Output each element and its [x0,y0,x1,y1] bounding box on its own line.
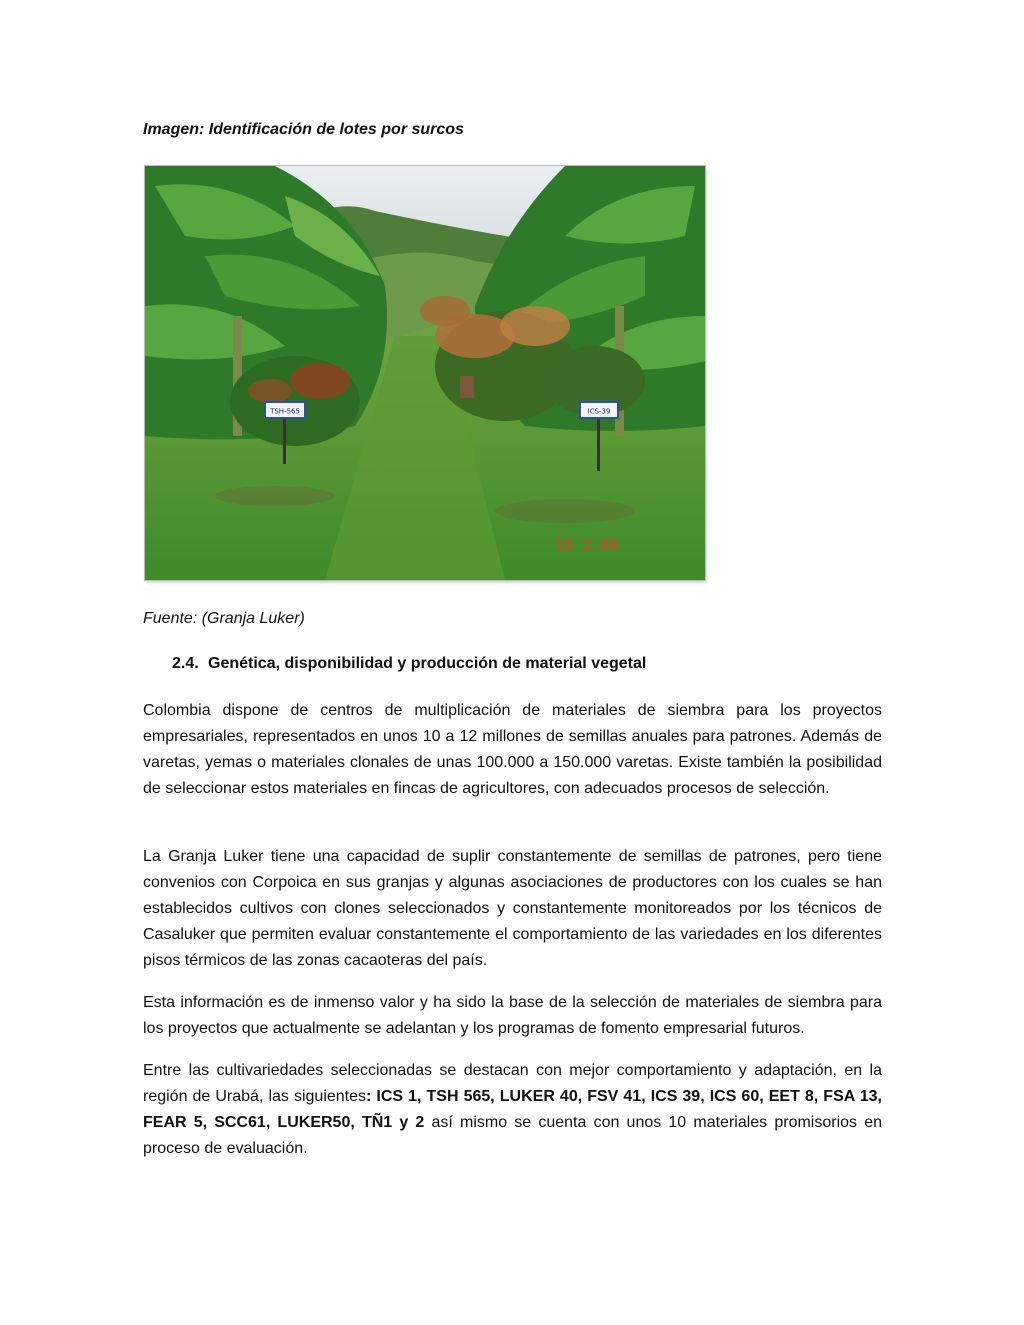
paragraph-2: La Granja Luker tiene una capacidad de suplir constantemente de semillas de patrones, pero tiene convenios con Corpoica en sus granjas y algunas asociaciones de productores con los cuales se han establecidos cultivos con clones seleccionados y constantemente monitoreados por los técnicos de Casaluker que permiten evaluar constantemente el comportamiento de las variedades en los diferentes pisos térmicos de las zonas cacaoteras del país. [143,848,882,969]
section-title: Genética, disponibilidad y producción de material vegetal [208,655,647,672]
paragraph-1: Colombia dispone de centros de multiplicación de materiales de siembra para los proyectos empresariales, representados en unos 10 a 12 millones de semillas anuales para patrones. Además de varetas, yemas o materiales clonales de unas 100.000 a 150.000 varetas. Existe también la posibilidad de seleccionar estos materiales en fincas de agricultores, con adecuados procesos de selección. [143,702,882,797]
cultivar-list: : ICS 1, TSH 565, LUKER 40, FSV 41, ICS 39, ICS 60, EET 8, FSA 13, FEAR 5, SCC61, LUKER50, TÑ1 y 2 [143,1088,882,1131]
paragraph-4-end: así mismo se cuenta con unos 10 materiales promisorios en proceso de evaluación. [143,1114,883,1157]
section-number: 2.4. [172,655,199,672]
paragraph-4 [143,1058,882,1162]
sign-right-label: ICS-39 [587,407,611,416]
paragraph-4-start: Entre las cultivariedades seleccionadas se destacan con mejor comportamiento y adaptación, en la región de Urabá, las siguientes [143,1062,882,1105]
paragraph-3: Esta información es de inmenso valor y ha sido la base de la selección de materiales de siembra para los proyectos que actualmente se adelantan y los programas de fomento empresarial futuros. [143,994,882,1037]
section-heading [172,655,646,673]
cacao-plantation-photo [145,166,705,580]
image-source: Fuente: (Granja Luker) [143,610,305,627]
sign-left-label: TSH-565 [270,407,300,416]
image-caption: Imagen: Identificación de lotes por surcos [143,121,464,138]
photo-date-stamp: 16 2.08 [555,536,619,554]
